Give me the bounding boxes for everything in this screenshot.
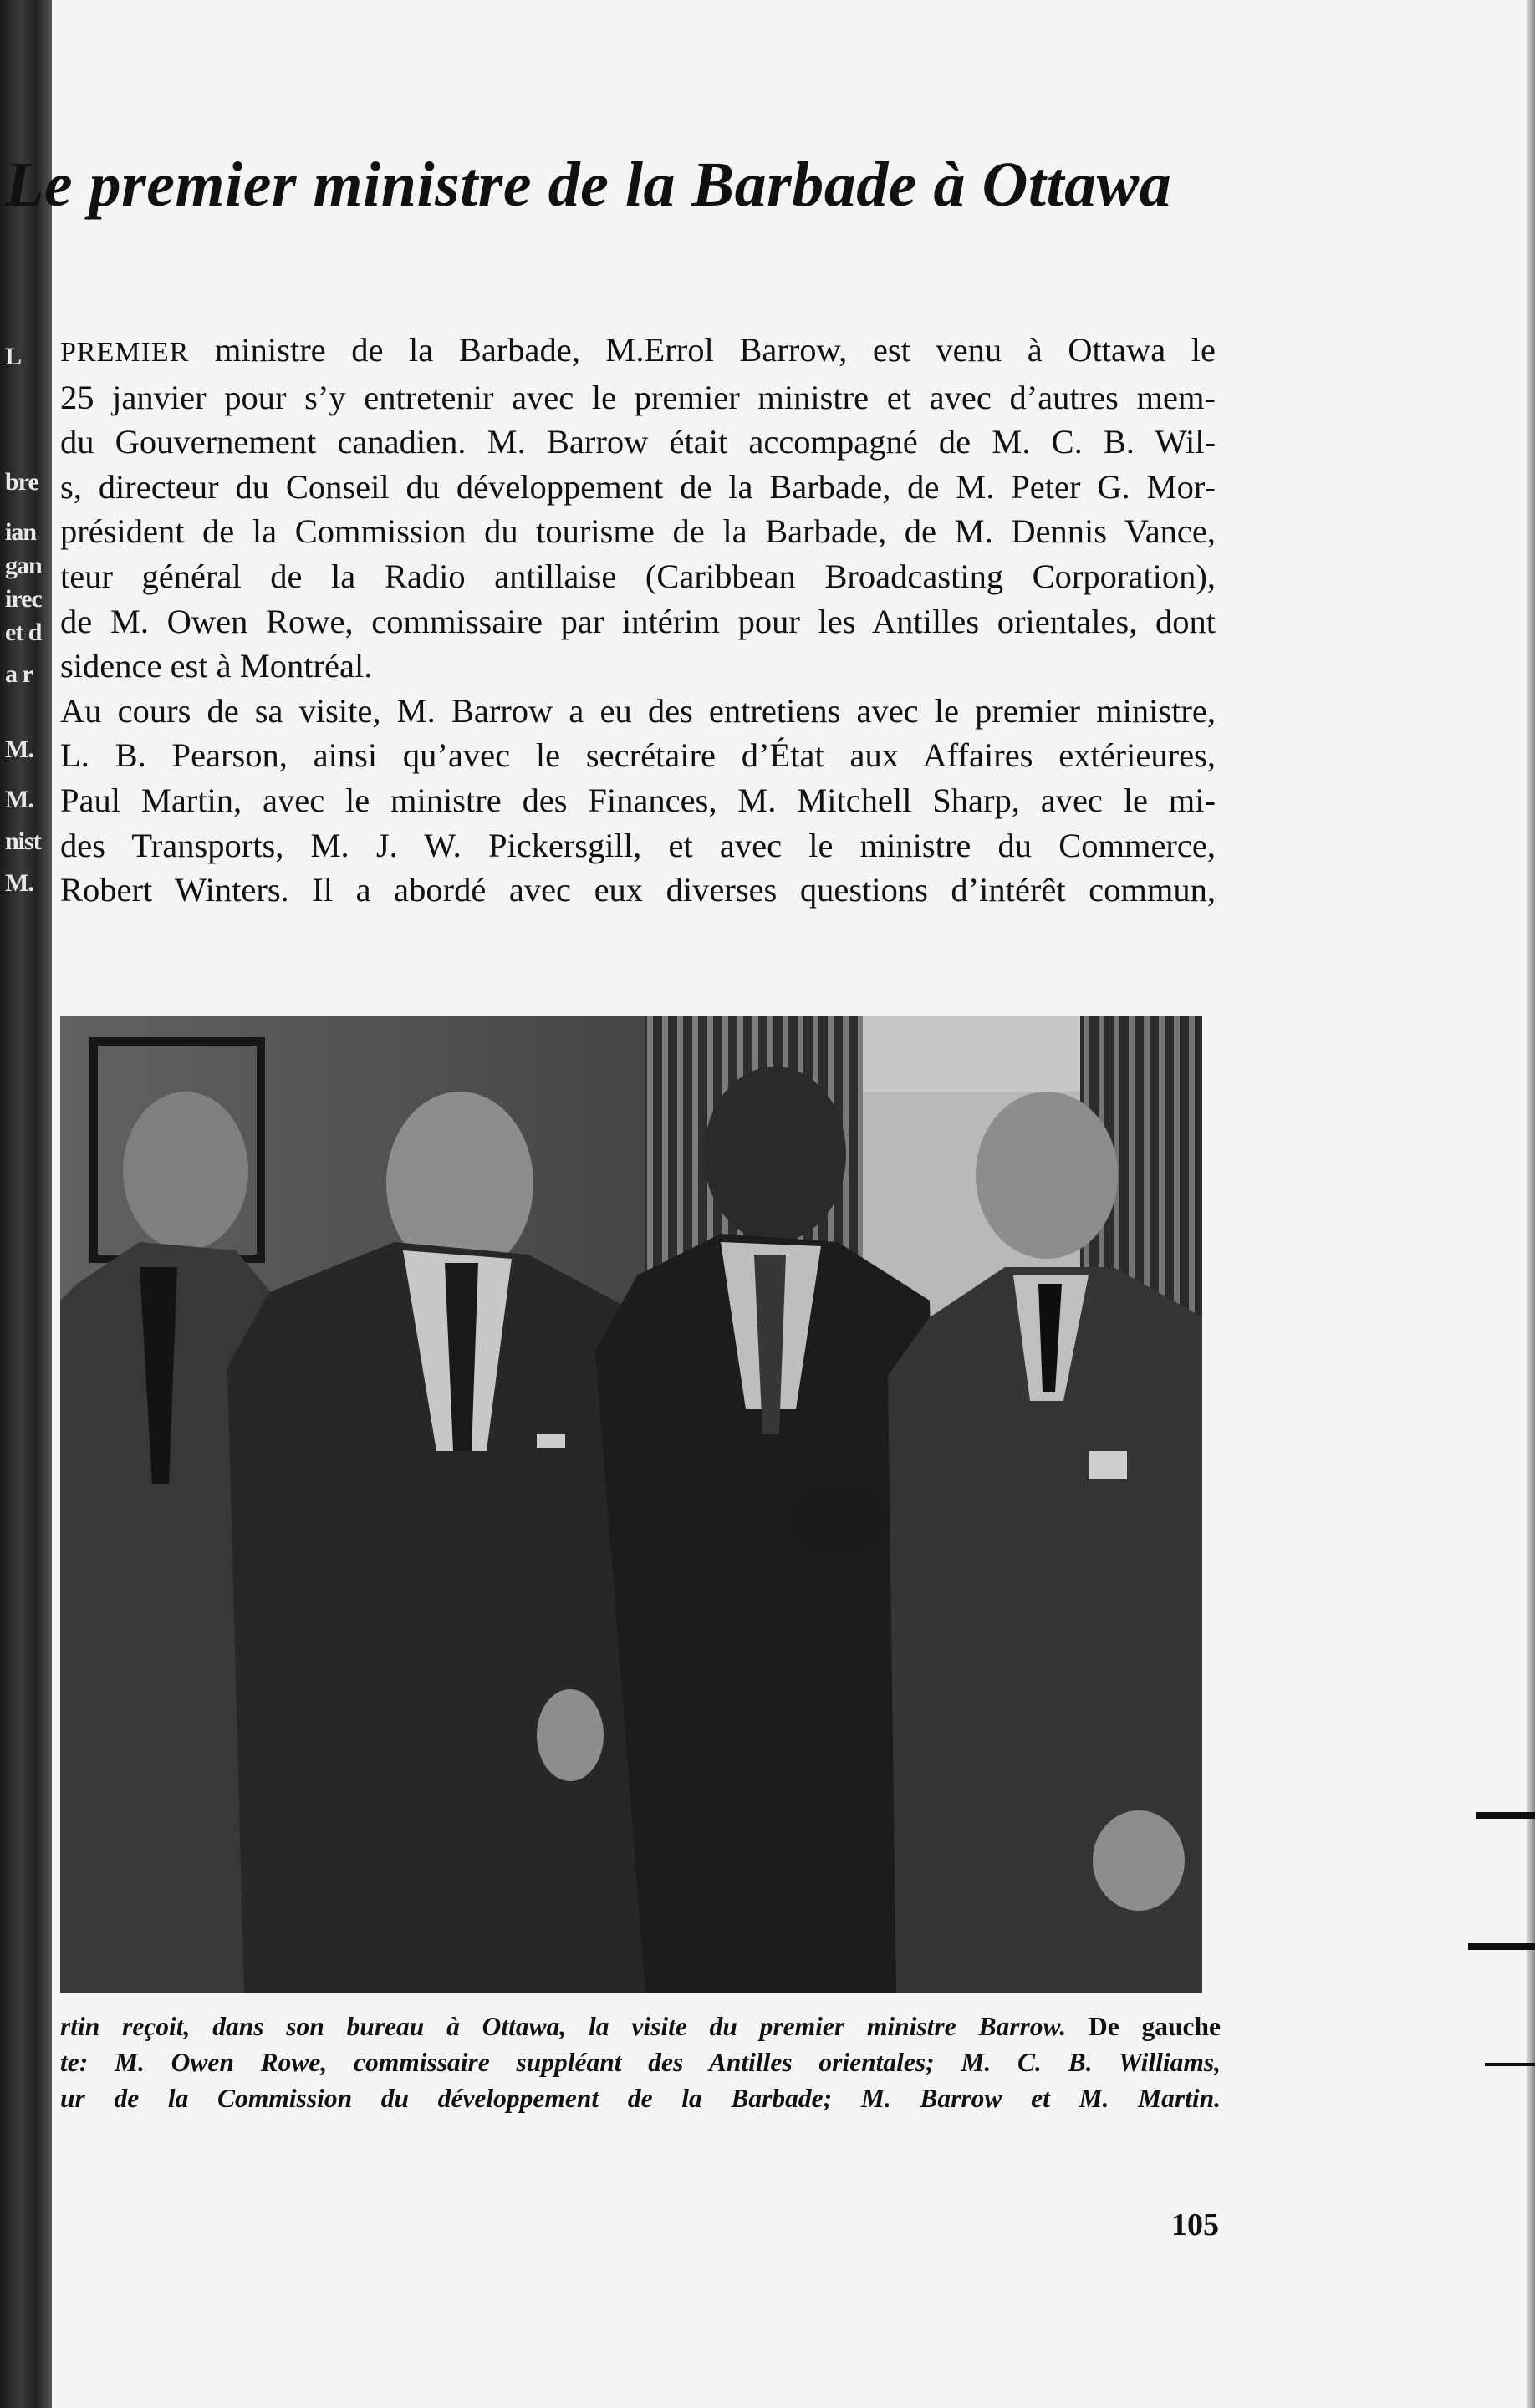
body-line-text: ministre de la Barbade, M.Errol Barrow, est venu à Ottawa le [189, 331, 1216, 369]
body-line [60, 599, 1216, 644]
caption-line1-upright: De gauche [1066, 2012, 1221, 2041]
body-line [60, 509, 1216, 554]
binding-text-fragment: ian [5, 518, 37, 546]
binding-text-fragment: a r [5, 660, 33, 688]
body-line [60, 420, 1216, 465]
body-line [60, 733, 1216, 778]
binding-text-fragment: nist [5, 827, 41, 855]
edge-mark [1476, 1812, 1535, 1819]
body-line-text: sidence est à Montréal. [60, 647, 373, 685]
page-title [0, 149, 1209, 221]
binding-text-fragment: M. [5, 786, 33, 813]
body-line-text: de M. Owen Rowe, commissaire par intérim pour les Antilles orientales, dont [60, 602, 1216, 640]
body-line [60, 465, 1216, 510]
body-line [60, 823, 1216, 868]
body-line-text: des Transports, M. J. W. Pickersgill, et avec le ministre du Commerce, [60, 826, 1216, 864]
body-line [60, 778, 1216, 823]
binding-text-fragment: gan [5, 552, 42, 579]
photo-image [60, 1016, 1202, 1993]
edge-mark [1468, 1943, 1535, 1950]
body-line-text: du Gouvernement canadien. M. Barrow était accompagné de M. C. B. Wil- [60, 423, 1216, 461]
body-line [60, 689, 1216, 734]
title-prefix: Le [5, 150, 74, 220]
binding-text-fragment: M. [5, 736, 33, 763]
binding-text-fragment: M. [5, 869, 33, 897]
body-line [60, 554, 1216, 599]
body-line-text: Robert Winters. Il a abordé avec eux diverses questions d’intérêt commun, [60, 871, 1216, 909]
body-line-text: teur général de la Radio antillaise (Caribbean Broadcasting Corporation), [60, 557, 1216, 595]
body-line-text: s, directeur du Conseil du développement de la Barbade, de M. Peter G. Mor- [60, 467, 1216, 506]
article-body [60, 328, 1216, 913]
caption-line: ur de la Commission du développement de la Barbade; M. Barrow et M. Martin. [60, 2084, 1221, 2113]
right-page-edge [1527, 0, 1535, 2408]
binding-text-fragment: irec [5, 585, 42, 613]
edge-mark [1485, 2063, 1535, 2066]
body-line-text: 25 janvier pour s’y entretenir avec le premier ministre et avec d’autres mem- [60, 378, 1216, 416]
body-line-text: président de la Commission du tourisme de la Barbade, de M. Dennis Vance, [60, 512, 1216, 551]
body-line-text: L. B. Pearson, ainsi qu’avec le secrétaire d’État aux Affaires extérieures, [60, 736, 1216, 775]
lead-word: PREMIER [60, 337, 190, 368]
binding-text-fragment: et d [5, 619, 42, 646]
body-line [60, 644, 1216, 689]
binding-text-fragment: L [5, 343, 22, 370]
caption-line [60, 2008, 1221, 2044]
title-text: premier ministre de la Barbade à Ottawa [89, 150, 1172, 220]
binding-text-fragment: bre [5, 468, 38, 496]
page-number: 105 [1171, 2207, 1219, 2243]
body-line-text: Paul Martin, avec le ministre des Finances, M. Mitchell Sharp, avec le mi- [60, 781, 1216, 819]
caption-line: te: M. Owen Rowe, commissaire suppléant des Antilles orientales; M. C. B. Williams, [60, 2048, 1221, 2077]
news-photo [60, 1016, 1202, 1993]
photo-caption [60, 2008, 1221, 2116]
body-line [60, 375, 1216, 420]
body-line-text: Au cours de sa visite, M. Barrow a eu des entretiens avec le premier ministre, [60, 691, 1216, 730]
caption-line1-italic: rtin reçoit, dans son bureau à Ottawa, la visite du premier ministre Barrow. [60, 2012, 1067, 2041]
body-line [60, 328, 1216, 375]
body-line [60, 868, 1216, 913]
